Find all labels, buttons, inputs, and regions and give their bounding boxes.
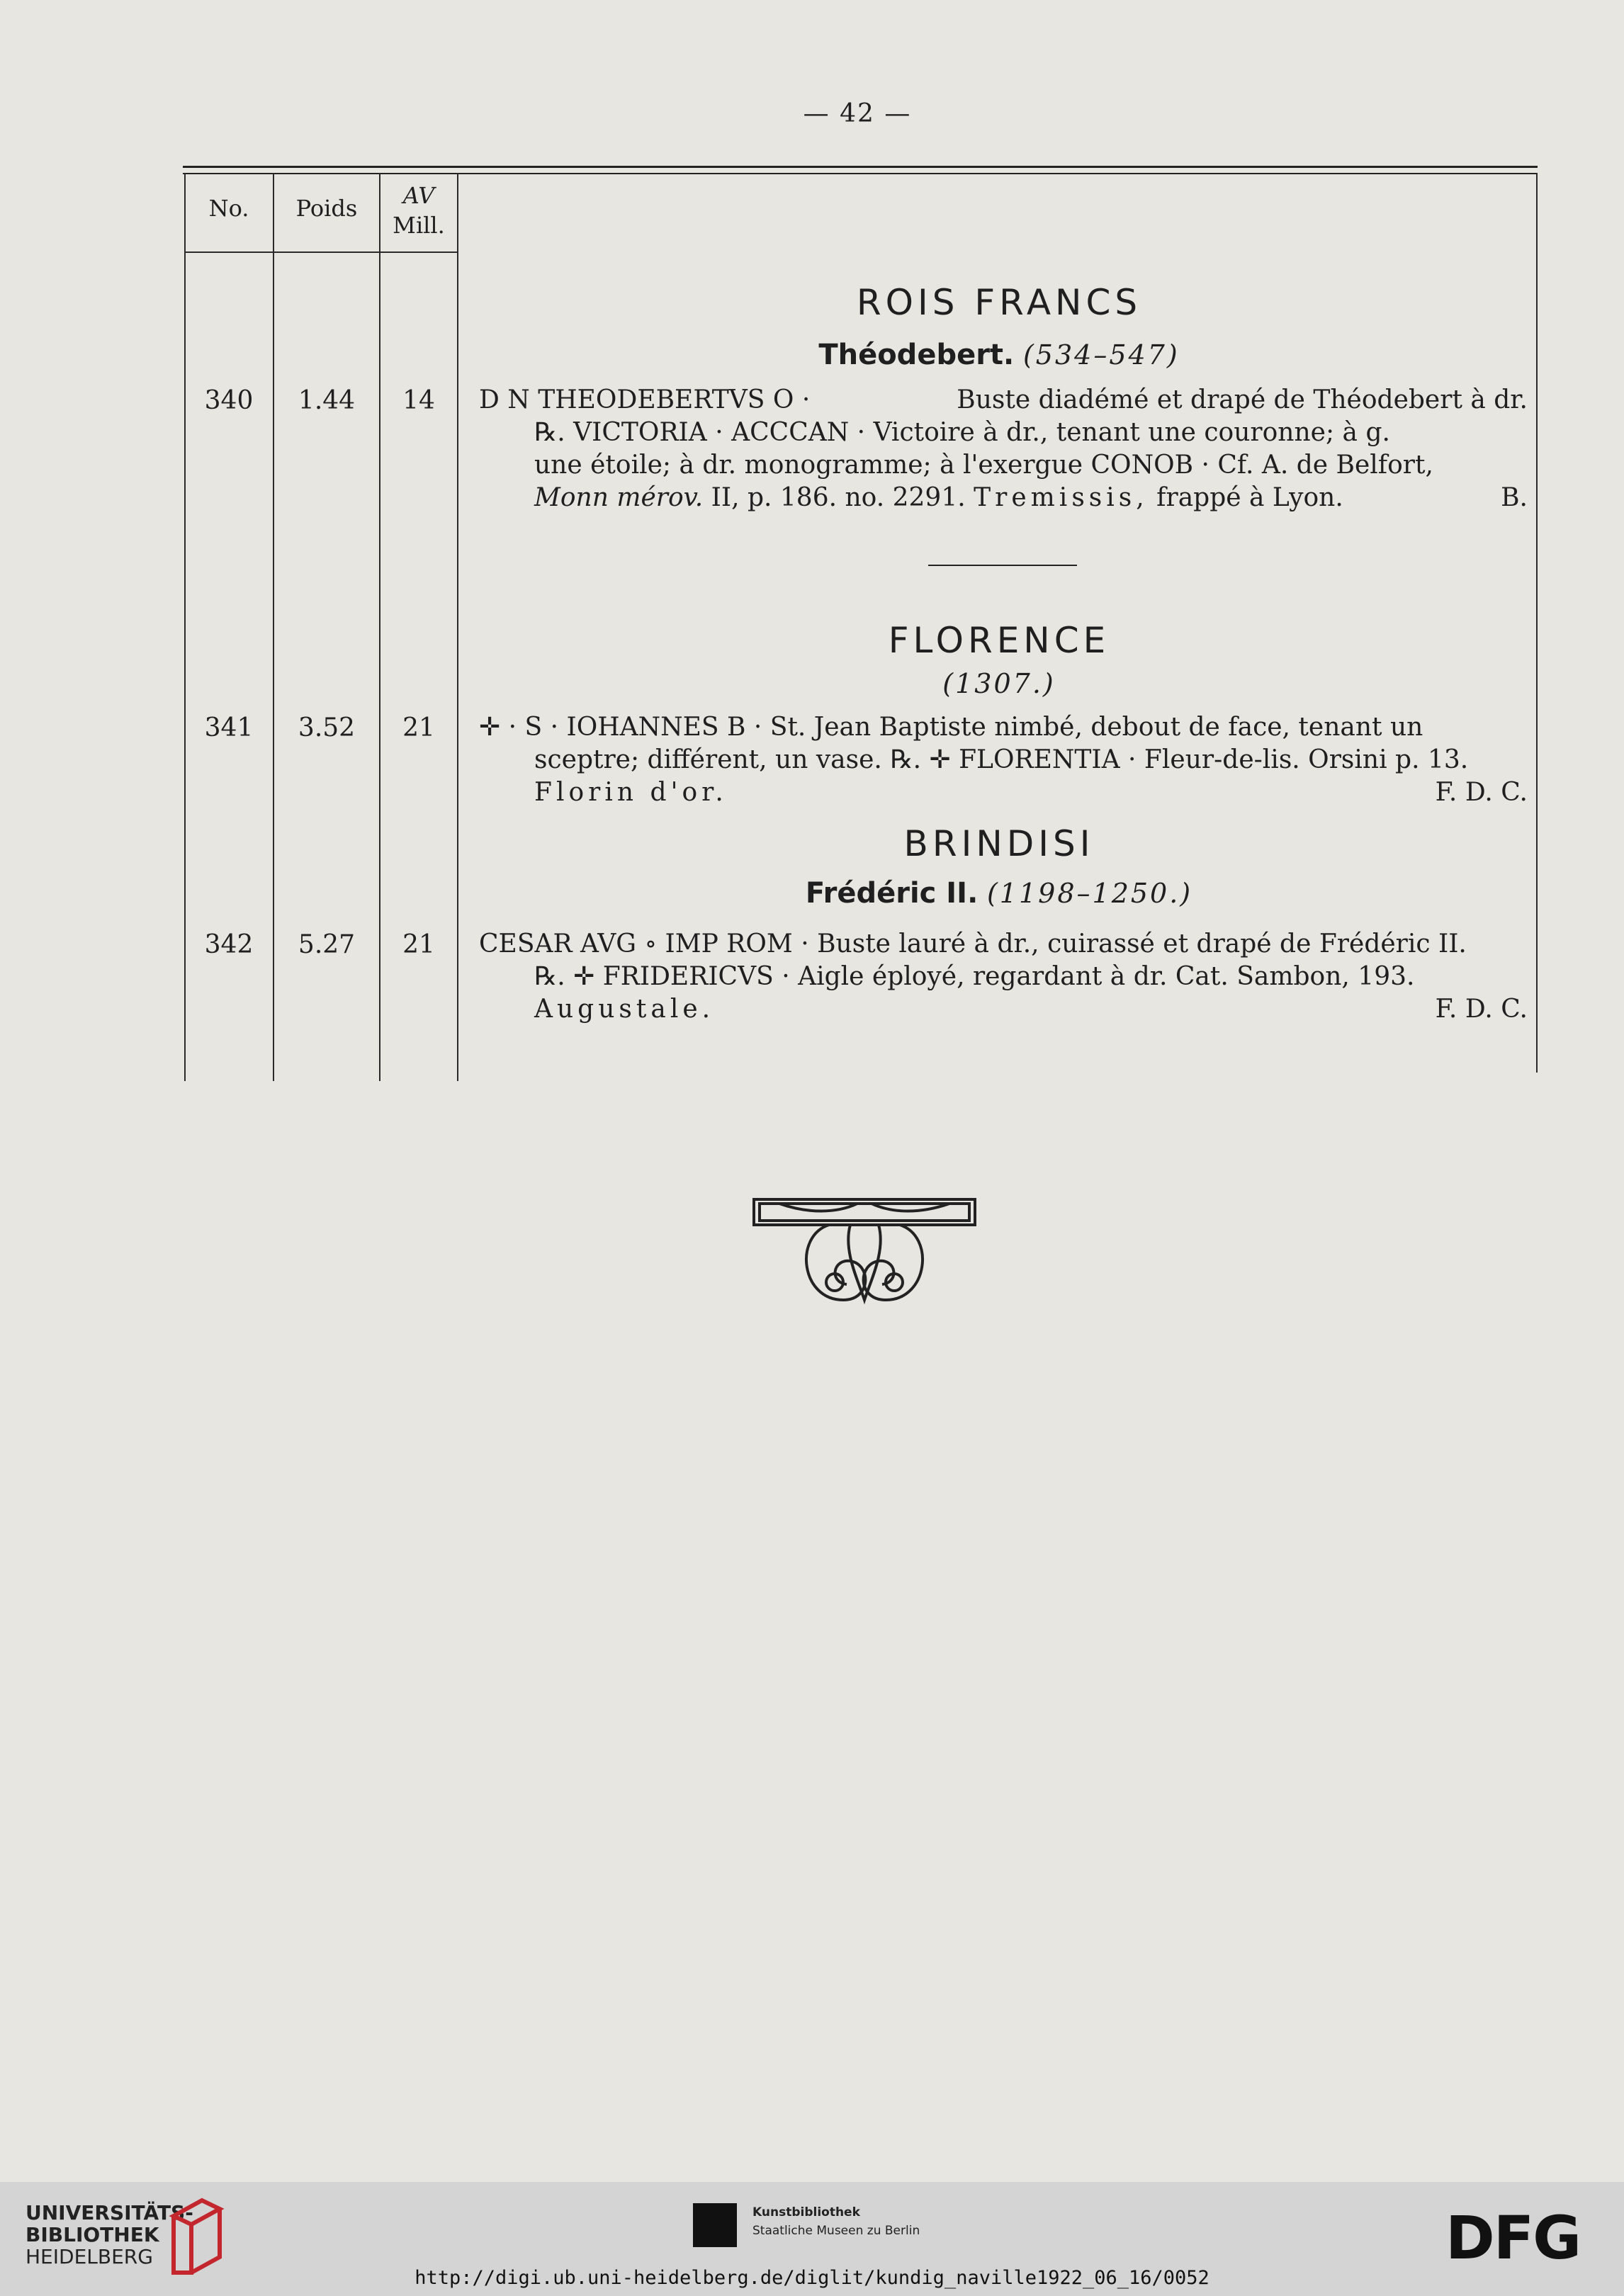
- grade: F. D. C.: [1435, 778, 1528, 807]
- ruler-name: Théodebert.: [818, 339, 1015, 371]
- grade: F. D. C.: [1435, 995, 1528, 1024]
- entry-weight: 1.44: [298, 386, 356, 415]
- kunstbibliothek-label: [752, 2203, 920, 2240]
- ornament-tailpiece-icon: [751, 1194, 978, 1314]
- column-divider: [457, 173, 458, 1081]
- kb-label-line: Staatliche Museen zu Berlin: [752, 2224, 920, 2238]
- description-line: [479, 482, 1528, 514]
- section-title: FLORENCE: [888, 620, 1110, 661]
- description-line: [479, 384, 1528, 417]
- column-header-metal: AV: [402, 182, 435, 209]
- description-line: sceptre; différent, un vase. ℞. ✛ FLORENTIA · Fleur-de-lis. Orsini p. 13.: [534, 745, 1469, 774]
- obverse-legend: D N THEODEBERTVS O ·: [479, 385, 811, 414]
- coin-type: Augustale.: [534, 995, 715, 1024]
- section-subtitle: [461, 667, 1538, 700]
- section-title: BRINDISI: [903, 823, 1095, 864]
- column-header-poids: Poids: [295, 195, 358, 222]
- entry-weight: 5.27: [298, 930, 356, 959]
- dfg-logo: DFG: [1445, 2203, 1581, 2273]
- obverse-description: Buste diadémé et drapé de Théodebert à dr.: [957, 385, 1528, 414]
- top-rule: [183, 166, 1538, 168]
- entry-diameter: 21: [402, 713, 435, 742]
- reign-dates: (1307.): [942, 668, 1056, 699]
- section-divider: [928, 565, 1077, 566]
- top-rule-thin: [183, 173, 1538, 174]
- reign-dates: (1198–1250.): [986, 878, 1193, 909]
- description-line: une étoile; à dr. monogramme; à l'exergue CONOB · Cf. A. de Belfort,: [534, 451, 1433, 480]
- section-title: ROIS FRANCS: [856, 282, 1142, 323]
- page-number: — 42 —: [803, 99, 912, 128]
- ub-logo-line: HEIDELBERG: [26, 2245, 153, 2268]
- column-header-no: No.: [208, 195, 249, 222]
- section-subtitle: [461, 877, 1538, 910]
- description-line: ℞. VICTORIA · ACCCAN · Victoire à dr., tenant une couronne; à g.: [534, 418, 1390, 447]
- entry-number: 342: [204, 930, 254, 959]
- reign-dates: (534–547): [1022, 339, 1180, 371]
- source-url-link[interactable]: http://digi.ub.uni-heidelberg.de/diglit/kundig_naville1922_06_16/0052: [415, 2267, 1209, 2289]
- ruler-name: Frédéric II.: [805, 877, 979, 910]
- coin-type: Tremissis,: [974, 483, 1149, 512]
- description-line: CESAR AVG ∘ IMP ROM · Buste lauré à dr., cuirassé et drapé de Frédéric II.: [479, 929, 1467, 958]
- mint-note: frappé à Lyon.: [1156, 483, 1343, 512]
- grade: B.: [1501, 483, 1528, 512]
- description-line: [479, 993, 1528, 1026]
- entry-number: 340: [204, 386, 254, 415]
- kb-label-line: Kunstbibliothek: [752, 2205, 860, 2219]
- entry-diameter: 14: [402, 386, 435, 415]
- kunstbibliothek-logo-icon: [693, 2203, 737, 2247]
- header-underline: [184, 251, 458, 253]
- description-line: ✛ · S · IOHANNES B · St. Jean Baptiste nimbé, debout de face, tenant un: [479, 713, 1423, 742]
- entry-description: [479, 384, 1528, 514]
- description-line: [479, 776, 1528, 809]
- section-subtitle: [461, 339, 1538, 371]
- coin-type: Florin d'or.: [534, 778, 728, 807]
- entry-description: [479, 928, 1528, 1026]
- reference-title: Monn mérov.: [534, 483, 704, 512]
- ub-logo-line: UNIVERSITÄTS-: [26, 2201, 193, 2224]
- entry-description: [479, 711, 1528, 809]
- entry-number: 341: [204, 713, 254, 742]
- reference-detail: II, p. 186. no. 2291.: [711, 483, 966, 512]
- entry-diameter: 21: [402, 930, 435, 959]
- entry-weight: 3.52: [298, 713, 356, 742]
- ub-logo-line: BIBLIOTHEK: [26, 2223, 159, 2246]
- column-header-mill: Mill.: [393, 212, 445, 239]
- description-line: ℞. ✛ FRIDERICVS · Aigle éployé, regardant à dr. Cat. Sambon, 193.: [534, 962, 1415, 991]
